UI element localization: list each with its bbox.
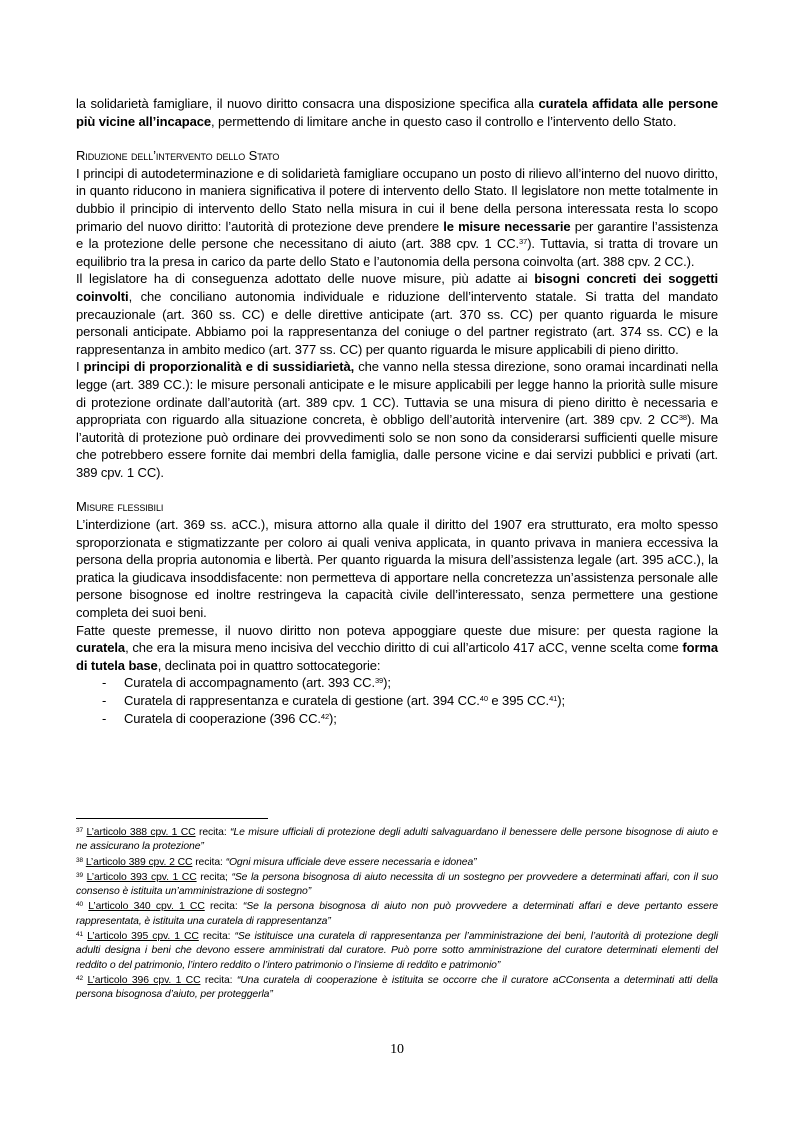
footnote-37: $^{37}$ L’articolo 388 cpv. 1 CC recita: “Le misure ufficiali di protezione degli adulti salvaguardano il benessere delle persone bisognose di aiuto e ne assicurano la protezione” <box>76 827 718 853</box>
footnote-separator <box>76 818 268 819</box>
footnote-ref-40[interactable]: 40 <box>479 694 488 703</box>
paragraph-self-determination: I principi di autodeterminazione e di solidarietà famigliare occupano un posto di rilievo all’interno del nuovo diritto, in quanto riducono in maniera significativa il potere di intervento dello Stato. Il legislatore non mette totalmente in dubbio il principio di intervento dello Stato nella misura in cui il bene della persona interessata resta lo scopo primario del nuovo diritto: l’autorità di protezione deve prendere le misure necessarie per garantire l’assistenza e la protezione delle persone che necessitano di aiuto (art. 388 cpv. 1 CC.$^{37}$). Tuttavia, si tratta di trovare un equilibrio tra la presa in carico da parte dello Stato e l’autonomia della persona coinvolta (art. 388 cpv. 2 CC.). <box>76 165 719 269</box>
footnote-ref-39[interactable]: 39 <box>374 676 384 686</box>
paragraph-new-measures: Il legislatore ha di conseguenza adottato delle nuove misure, più adatte ai bisogni concreti dei soggetti coinvolti, che conciliano autonomia individuale e riduzione dell’intervento statale. Si tratta del mandato precauzionale (art. 360 ss. CC) e delle direttive anticipate (art. 370 ss. CC) per quanto riguarda le misure personali anticipate. Abbiamo poi la rappresentanza del coniuge o del partner registrato (art. 374 ss. CC) e la rappresentanza in ambito medico (art. 377 ss. CC) per quanto riguarda le misure applicabili di pieno diritto. <box>76 271 719 357</box>
footnote-39: $^{39}$ L’articolo 393 cpv. 1 CC recita; “Se la persona bisognosa di aiuto necessita di un sostegno per provvedere a determinati affari, con il suo consenso è istituita un’amministrazione di sostegno” <box>76 871 718 898</box>
body-text <box>76 95 718 727</box>
curatela-list <box>76 674 718 727</box>
section-heading-flexible-measures: Misure flessibili <box>76 499 164 515</box>
footnote-40: $^{40}$ L’articolo 340 cpv. 1 CC recita: “Se la persona bisognosa di aiuto non può provvedere a determinati affari e deve pertanto essere rappresentata, è istituita una curatela di rappresentanza” <box>76 901 718 927</box>
footnote-42: $^{42}$ L’articolo 396 cpv. 1 CC recita: “Una curatela di cooperazione è istituita se occorre che il curatore aCConsenta a determinati atti della persona bisognosa d’aiuto, per proteggerla” <box>76 974 718 1001</box>
footnote-38: $^{38}$ L’articolo 389 cpv. 2 CC recita: “Ogni misura ufficiale deve essere necessaria e idonea” <box>76 856 477 868</box>
paragraph-proportionality: I principi di proporzionalità e di sussidiarietà, che vanno nella stessa direzione, sono oramai incardinati nella legge (art. 389 CC.): le misure personali anticipate e le misure applicabili per legge hanno la priorità sulle misure di protezione ordinate dall’autorità (art. 389 cpv. 1 CC). Tuttavia se una misura di pieno diritto è necessaria e appropriata con riguardo alla situazione concreta, è obbligo dell’autorità intervenire (art. 389 cpv. 2 CC$^{38}$). Ma l’autorità di protezione può ordinare dei provvedimenti solo se non sono da considerarsi sufficienti quelle misure che potrebbero essere fornite dai membri della famiglia, dalle persone vicine e dai servizi pubblici e privati (art. 389 cpv. 1 CC). <box>76 359 718 480</box>
page-number: 10 <box>390 1042 404 1057</box>
footnote-ref-41[interactable]: 41 <box>549 694 558 703</box>
footnotes <box>76 826 718 1004</box>
footnote-ref-38[interactable]: 38 <box>678 413 687 423</box>
paragraph-interdiction: L’interdizione (art. 369 ss. aCC.), misura attorno alla quale il diritto del 1907 era strutturato, era molto spesso sproporzionata e stigmatizzante per coloro ai quali veniva applicata, in quanto privava in maniera eccessiva la persona della propria autonomia e libertà. Per quanto riguarda la misura dell’assistenza legale (art. 395 aCC.), la pratica la giudicava insoddisfacente: non permetteva di apportare nella concretezza un’assistenza personale alle persone bisognose ed inoltre restringeva la capacità civile dell’interessato, senza permettere una gestione completa dei suoi beni. <box>76 517 718 621</box>
footnote-ref-42[interactable]: 42 <box>320 711 330 721</box>
list-item: - Curatela di rappresentanza e curatela di gestione (art. 394 CC.$^{40}$ e 395 CC.$^{41}$); <box>102 693 565 708</box>
paragraph-solidarity: la solidarietà famigliare, il nuovo diritto consacra una disposizione specifica alla curatela affidata alle persone più vicine all’incapace, permettendo di limitare anche in questo caso il controllo e l’intervento dello Stato. <box>76 96 718 129</box>
section-heading-state-intervention: Riduzione dell’intervento dello Stato <box>76 148 280 164</box>
footnote-41: $^{41}$ L’articolo 395 cpv. 1 CC recita: “Se istituisce una curatela di rappresentanza per l’amministrazione dei beni, l’autorità di protezione degli adulti designa i beni che devono essere amministrati dal curatore. Può porre sotto amministrazione del curatore determinati elementi del reddito o del patrimonio, l’intero reddito o l’intero patrimonio o l’insieme di reddito e patrimonio” <box>76 931 719 971</box>
list-item: - Curatela di cooperazione (396 CC.$^{42}$); <box>102 710 337 726</box>
list-item: - Curatela di accompagnamento (art. 393 CC.$^{39}$); <box>102 675 391 691</box>
footnote-ref-37[interactable]: 37 <box>519 237 528 247</box>
paragraph-curatela: Fatte queste premesse, il nuovo diritto non poteva appoggiare queste due misure: per questa ragione la curatela, che era la misura meno incisiva del vecchio diritto di cui all’articolo 417 aCC, venne scelta come forma di tutela base, declinata poi in quattro sottocategorie: <box>76 622 718 673</box>
